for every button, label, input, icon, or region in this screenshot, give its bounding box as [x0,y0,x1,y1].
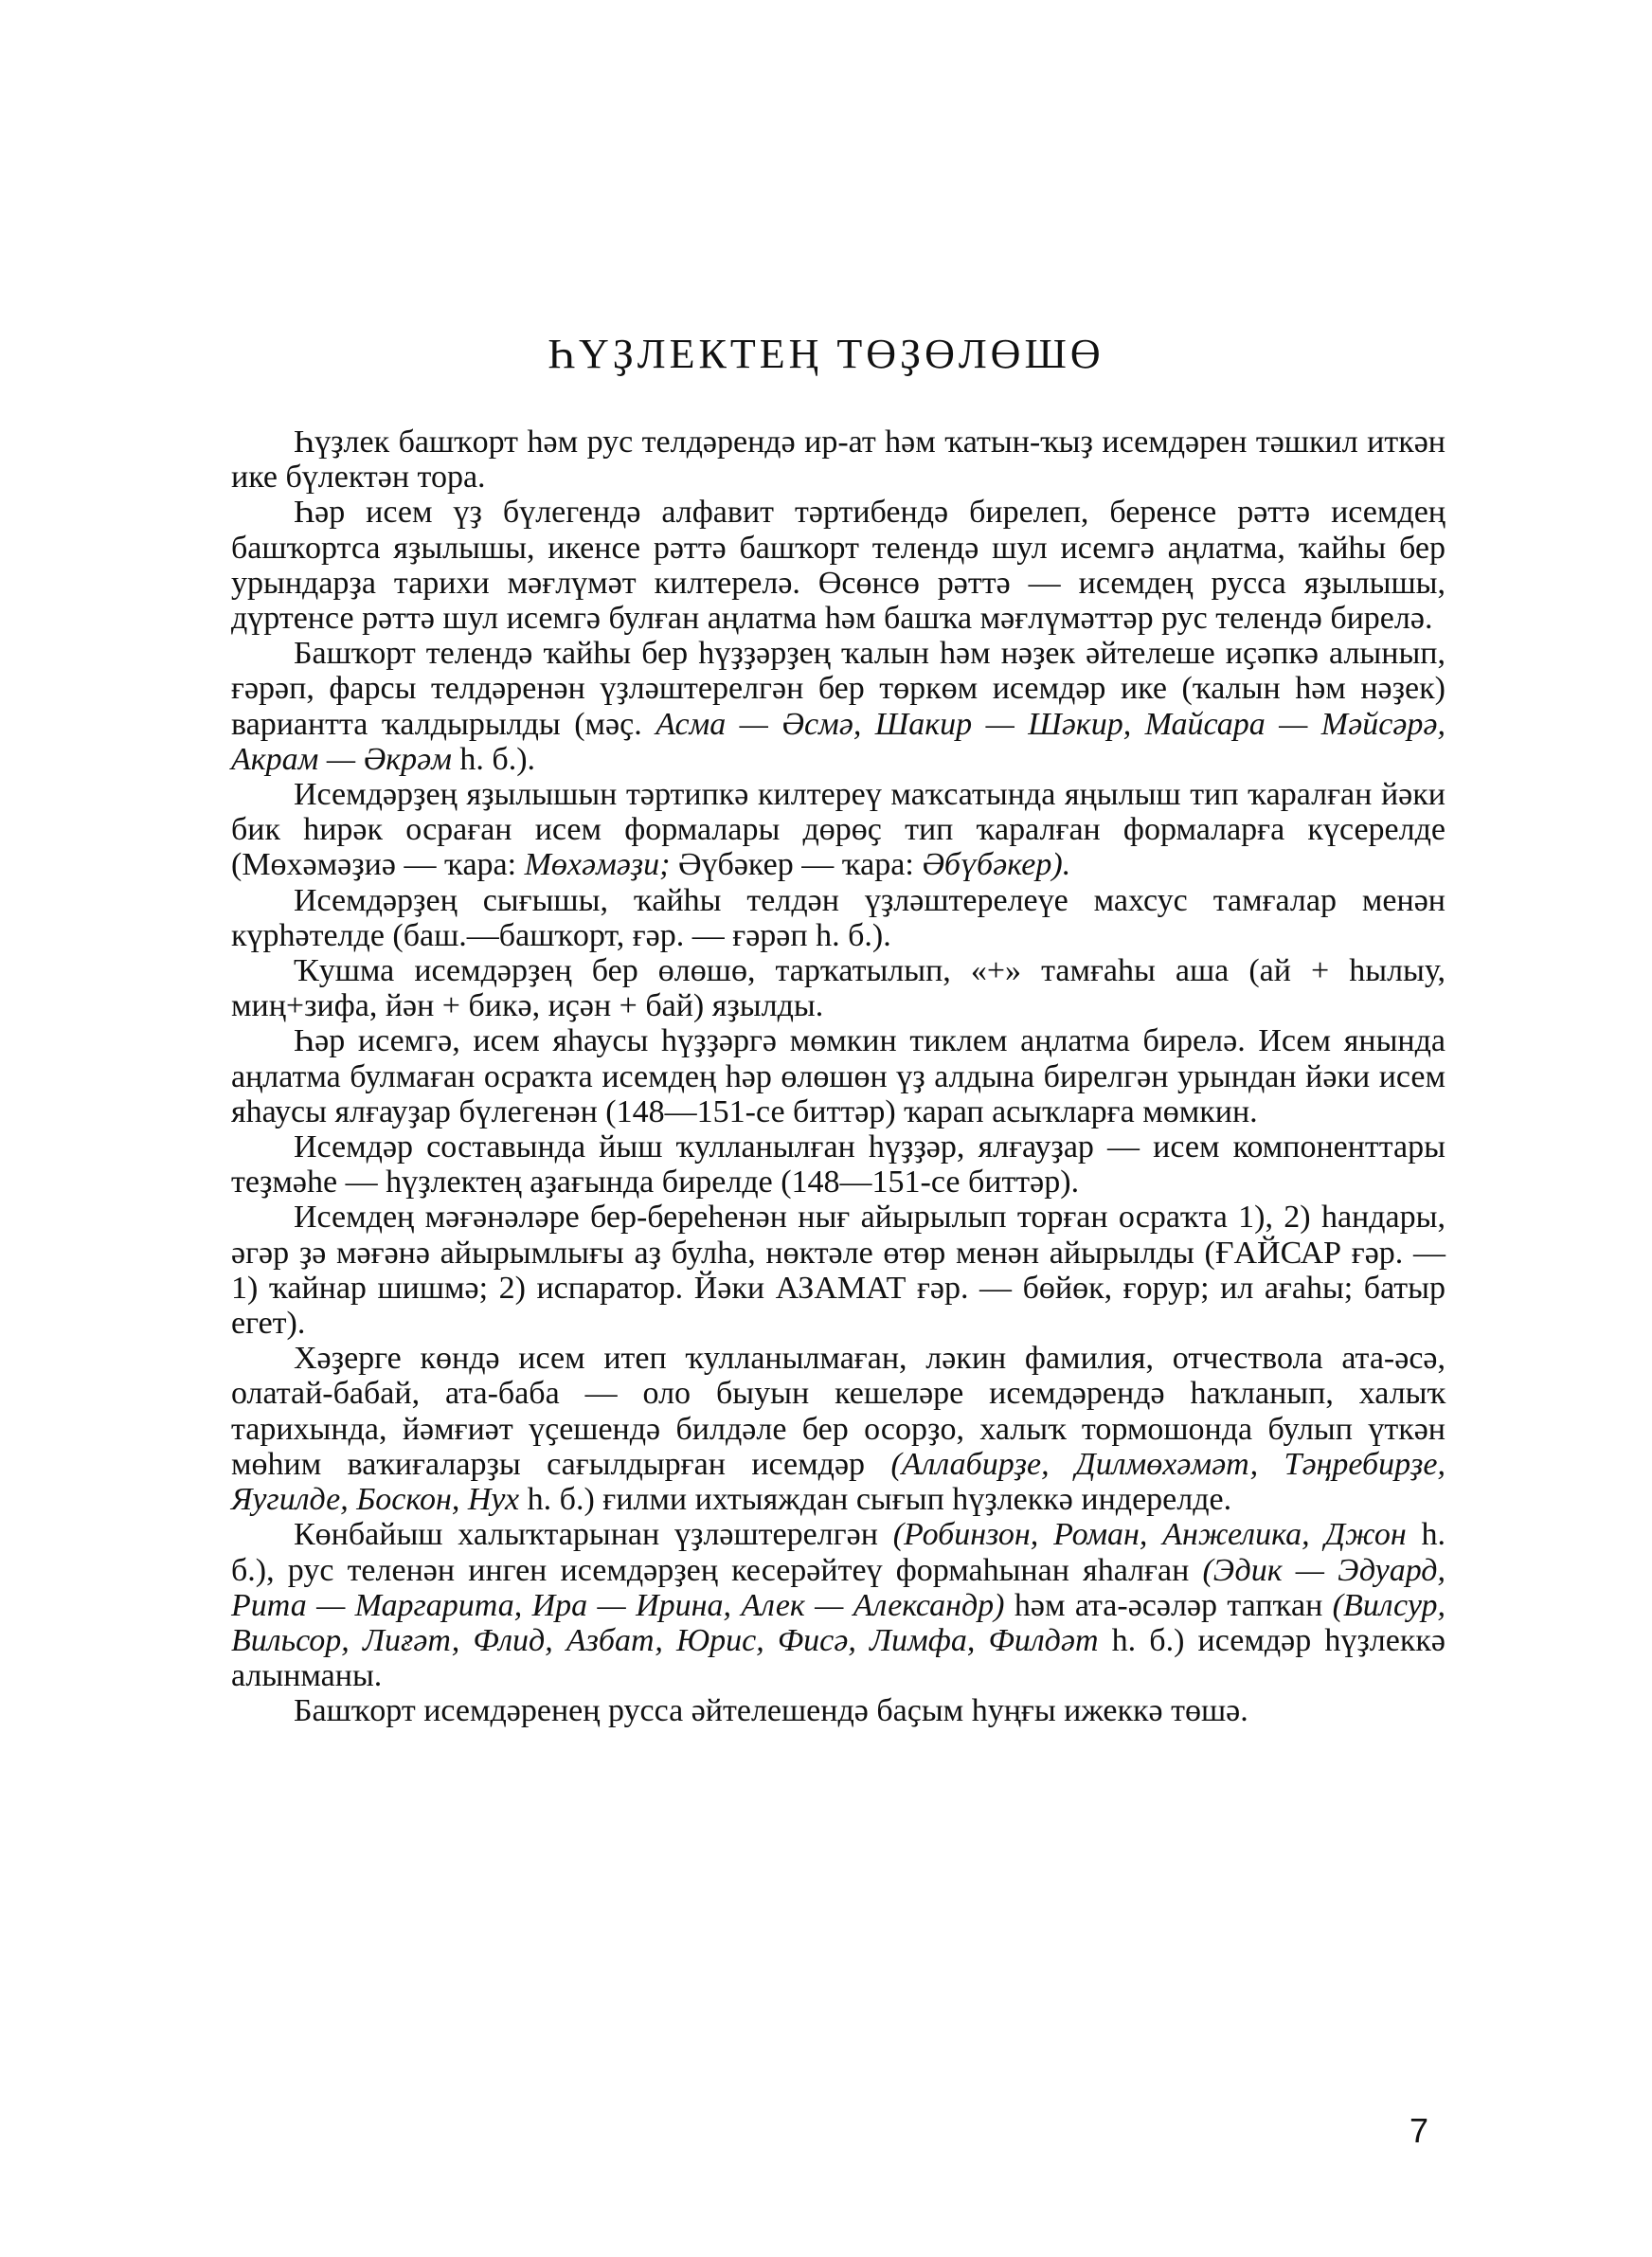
paragraph [231,495,1446,636]
text-run: һ. б.) исемдәр һүҙлеккә алынманы. [231,1622,1446,1694]
text-run: Исемдең мәғәнәләре бер-береһенән нығ айырылып торған осраҡта 1), 2) һандары, әгәр ҙә мәғәнә айырымлығы аҙ булһа, нөктәле өтөр менән айырылды (ҒАЙСАР ғәр. — 1) ҡайнар шишмә; 2) испаратор. Йәки АЗАМАТ ғәр. — бөйөк, ғорур; ил ағаһы; батыр егет). [231,1200,1446,1342]
text-run: Һәр исемгә, исем яһаусы һүҙҙәргә мөмкин тиклем аңлатма бирелә. Исем янында аңлатма булмаған осраҡта исемдең һәр өлөшөн үҙ алдына бирелгән урындан йәки исем яһаусы ялғауҙар бүлегенән (148—151-се биттәр) ҡарап асыҡларға мөмкин. [231,1023,1446,1129]
italic-run: Мөхәмәҙи; [524,847,671,883]
paragraph [231,424,1446,495]
text-run: Көнбайыш халыҡтарынан үҙләштерелгән [294,1517,893,1553]
paragraph [231,1200,1446,1341]
text-run: Исемдәрҙең сығышы, ҡайһы телдән үҙләштерелеүе махсус тамғалар менән күрһәтелде (баш.—башҡорт, ғәр. — ғәрәп һ. б.). [231,882,1446,953]
italic-run: Әбүбәкер). [922,847,1071,883]
text-run: Ҡушма исемдәрҙең бер өлөшө, тарҡатылып, «+» тамғаһы аша (ай + һылыу, миң+зифа, йән + бикә, иҫән + бай) яҙылды. [231,953,1446,1024]
paragraph [231,636,1446,777]
paragraph [231,1129,1446,1200]
text-run: һ. б.) ғилми ихтыяждан сығып һүҙлеккә индерелде. [519,1482,1232,1518]
paragraph [231,953,1446,1023]
text-run: Башҡорт исемдәренең русса әйтелешендә баҫым һуңғы ижеккә төшә. [294,1693,1248,1729]
paragraph [231,1023,1446,1129]
italic-run: (Аллабирҙе, Дилмөхәмәт, Тәңребирҙе, Яугилде, Боскон, Нух [231,1446,1446,1518]
paragraph [231,1341,1446,1517]
page-title: ҺҮҘЛЕКТЕҢ ТӨҘӨЛӨШӨ [548,331,1104,377]
paragraph [231,883,1446,953]
paragraph [231,1517,1446,1693]
text-run: Әүбәкер — ҡара: [670,847,923,883]
paragraph [231,1693,1446,1728]
text-run: һ. б.). [451,741,536,777]
italic-run: Асма — Әсмә, Шакир — Шәкир, Майсара — Мәйсәрә, Акрам — Әкрәм [231,706,1446,777]
text-run: Һүҙлек башҡорт һәм рус телдәрендә ир-ат һәм ҡатын-ҡыҙ исемдәрен тәшкил иткән ике бүлектән тора. [231,424,1446,496]
text-run: Исемдәрҙең яҙылышын тәртипкә килтереү маҡсатында яңылыш тип ҡаралған йәки бик һирәк осраған исем формалары дөрөҫ тип ҡаралған формаларға күсерелде (Мөхәмәҙиә — ҡара: [231,777,1446,883]
text-run: һ. б.), рус теленән инген исемдәрҙең кесерәйтеү формаһынан яһалған [231,1517,1446,1588]
text-run: Хәҙерге көндә исем итеп ҡулланылмаған, ләкин фамилия, отчествола ата-әсә, олатай-бабай, ата-баба — оло быуын кешеләре исемдәрендә һаҡланып, халыҡ тарихында, йәмғиәт үҫешендә билдәле бер осорҙо, халыҡ тормошонда булып үткән мөһим ваҡиғаларҙы сағылдырған исемдәр [231,1341,1446,1482]
italic-run: (Вилсур, Вильсор, Лиғәт, Флид, Азбат, Юрис, Фисә, Лимфа, Филдәт [231,1587,1446,1658]
italic-run: (Робинзон, Роман, Анжелика, Джон [892,1517,1407,1553]
italic-run: (Эдик — Эдуард, Рита — Маргарита, Ира — Ирина, Алек — Александр) [231,1552,1446,1623]
body-text [231,424,1446,1729]
text-run: һәм ата-әсәләр тапҡан [1004,1587,1333,1623]
text-run: Һәр исем үҙ бүлегендә алфавит тәртибендә бирелеп, беренсе рәттә исемдең башҡортса яҙылышы, икенсе рәттә башҡорт телендә шул исемгә аңлатма, ҡайһы бер урындарҙа тарихи мәғлүмәт килтерелә. Өсөнсө рәттә — исемдең русса яҙылышы, дүртенсе рәттә шул исемгә булған аңлатма һәм башҡа мәғлүмәттәр рус телендә бирелә. [231,495,1446,637]
text-run: Исемдәр составында йыш ҡулланылған һүҙҙәр, ялғауҙар — исем компоненттары теҙмәһе — һүҙлектең аҙағында бирелде (148—151-се биттәр). [231,1129,1446,1201]
paragraph [231,777,1446,883]
page-number: 7 [1410,2111,1429,2150]
text-run: Башҡорт телендә ҡайһы бер һүҙҙәрҙең ҡалын һәм нәҙек әйтелеше иҫәпкә алынып, ғәрәп, фарсы телдәренән үҙләштерелгән бер төркөм исемдәр ике (ҡалын һәм нәҙек) вариантта ҡалдырылды (мәҫ. [231,636,1446,742]
